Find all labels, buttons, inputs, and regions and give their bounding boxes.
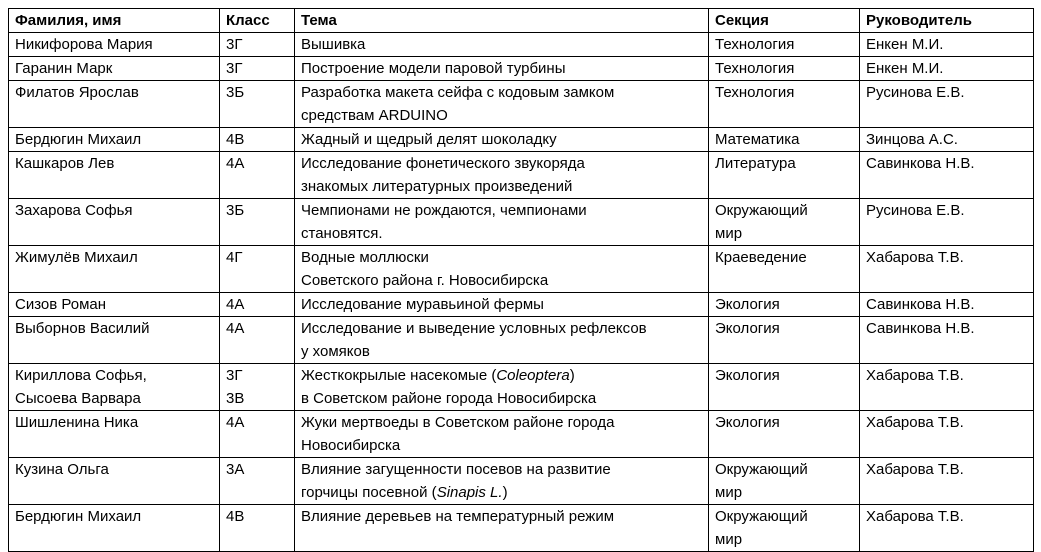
cell-name: [9, 317, 220, 364]
section-line: Литература: [715, 155, 796, 172]
cell-section: [709, 57, 860, 81]
cell-name: [9, 293, 220, 317]
table-body: [9, 33, 1034, 552]
table-row: [9, 152, 1034, 199]
cell-class: [220, 33, 295, 57]
topic-line: Исследование фонетического звукоряда: [301, 155, 585, 172]
topic-line: Разработка макета сейфа с кодовым замком: [301, 84, 615, 101]
topic-line: [301, 387, 702, 410]
cell-section: [709, 317, 860, 364]
section-line: Технология: [715, 84, 795, 101]
cell-name: [9, 199, 220, 246]
table-row: [9, 505, 1034, 552]
table-row: [9, 293, 1034, 317]
name-line: Шишленина Ника: [15, 414, 139, 431]
cell-supervisor: Хабарова Т.В.: [860, 364, 1034, 411]
cell-section: [709, 199, 860, 246]
topic-latin-text: Sinapis L.: [436, 484, 503, 501]
table-row: [9, 458, 1034, 505]
cell-topic: [295, 293, 709, 317]
class-line: 4А: [226, 155, 245, 172]
cell-name: [9, 458, 220, 505]
cell-class: [220, 57, 295, 81]
cell-supervisor: Хабарова Т.В.: [860, 246, 1034, 293]
table-row: [9, 317, 1034, 364]
class-line: 3Г: [226, 36, 243, 53]
name-line: Кашкаров Лев: [15, 155, 115, 172]
name-line: Филатов Ярослав: [15, 84, 139, 101]
table-row: [9, 81, 1034, 128]
topic-pre-text: в Советском районе города Новосибирска: [301, 390, 597, 407]
cell-section: [709, 152, 860, 199]
topic-line: Чемпионами не рождаются, чемпионами: [301, 202, 587, 219]
cell-supervisor: Хабарова Т.В.: [860, 411, 1034, 458]
cell-class: [220, 152, 295, 199]
topic-line: Жуки мертвоеды в Советском районе города: [301, 414, 615, 431]
table-row: [9, 128, 1034, 152]
class-line: 4Г: [226, 249, 243, 266]
name-line: Захарова Софья: [15, 202, 133, 219]
name-line: Сизов Роман: [15, 296, 107, 313]
cell-topic: [295, 317, 709, 364]
table-row: [9, 57, 1034, 81]
cell-topic: [295, 505, 709, 552]
cell-supervisor: Русинова Е.В.: [860, 81, 1034, 128]
cell-supervisor: Хабарова Т.В.: [860, 458, 1034, 505]
cell-section: [709, 293, 860, 317]
cell-name: [9, 364, 220, 411]
name-line: Выборнов Василий: [15, 320, 150, 337]
section-line: Окружающий: [715, 202, 808, 219]
cell-topic: [295, 57, 709, 81]
name-line: Бердюгин Михаил: [15, 131, 142, 148]
topic-pre-text: горчицы посевной (: [301, 484, 437, 501]
section-line: мир: [715, 531, 743, 548]
cell-section: [709, 81, 860, 128]
table-header-row: [9, 9, 1034, 33]
section-line: Краеведение: [715, 249, 807, 266]
name-line: Бердюгин Михаил: [15, 508, 142, 525]
cell-section: [709, 505, 860, 552]
section-line: Технология: [715, 36, 795, 53]
section-line: Технология: [715, 60, 795, 77]
cell-section: [709, 364, 860, 411]
cell-supervisor: Енкен М.И.: [860, 33, 1034, 57]
header-topic: Тема: [295, 9, 709, 33]
topic-line: [301, 364, 702, 387]
class-line: 4В: [226, 508, 245, 525]
cell-name: [9, 128, 220, 152]
topic-line: Жадный и щедрый делят шоколадку: [301, 131, 557, 148]
cell-section: [709, 458, 860, 505]
cell-section: [709, 246, 860, 293]
cell-topic: [295, 364, 709, 411]
cell-section: [709, 128, 860, 152]
name-line: Кириллова Софья,: [15, 367, 147, 384]
topic-line: [301, 481, 702, 504]
section-line: Экология: [715, 296, 780, 313]
cell-name: [9, 81, 220, 128]
topic-line: Влияние деревьев на температурный режим: [301, 508, 615, 525]
cell-section: [709, 33, 860, 57]
table-row: [9, 33, 1034, 57]
cell-topic: [295, 81, 709, 128]
cell-class: [220, 246, 295, 293]
cell-supervisor: Хабарова Т.В.: [860, 505, 1034, 552]
table-row: [9, 246, 1034, 293]
class-line: 3Б: [226, 202, 245, 219]
topic-line: Вышивка: [301, 36, 366, 53]
section-line: Окружающий: [715, 508, 808, 525]
cell-topic: [295, 246, 709, 293]
topic-line: средствам ARDUINO: [301, 107, 448, 124]
cell-class: [220, 317, 295, 364]
cell-supervisor: Савинкова Н.В.: [860, 152, 1034, 199]
cell-section: [709, 411, 860, 458]
class-line: 4А: [226, 414, 245, 431]
topic-line: у хомяков: [301, 343, 370, 360]
cell-topic: [295, 33, 709, 57]
topic-line: Исследование и выведение условных рефлексов: [301, 320, 647, 337]
cell-supervisor: Савинкова Н.В.: [860, 293, 1034, 317]
name-line: Никифорова Мария: [15, 36, 153, 53]
cell-class: [220, 199, 295, 246]
cell-topic: [295, 458, 709, 505]
cell-supervisor: Зинцова А.С.: [860, 128, 1034, 152]
cell-supervisor: Енкен М.И.: [860, 57, 1034, 81]
cell-class: [220, 411, 295, 458]
topic-latin-text: Coleoptera: [496, 367, 570, 384]
table-row: [9, 411, 1034, 458]
topic-line: Построение модели паровой турбины: [301, 60, 566, 77]
topic-line: Водные моллюски: [301, 249, 429, 266]
topic-post-text: ): [502, 484, 508, 501]
name-line: Кузина Ольга: [15, 461, 109, 478]
table-row: [9, 199, 1034, 246]
topic-line: Советского района г. Новосибирска: [301, 272, 549, 289]
section-line: Экология: [715, 367, 780, 384]
cell-name: [9, 411, 220, 458]
header-class: Класс: [220, 9, 295, 33]
header-name: Фамилия, имя: [9, 9, 220, 33]
section-line: мир: [715, 225, 743, 242]
section-line: Экология: [715, 320, 780, 337]
header-section: Секция: [709, 9, 860, 33]
class-line: 3Г: [226, 60, 243, 77]
cell-topic: [295, 411, 709, 458]
cell-name: [9, 152, 220, 199]
topic-post-text: ): [569, 367, 575, 384]
cell-name: [9, 33, 220, 57]
section-line: Экология: [715, 414, 780, 431]
name-line: Жимулёв Михаил: [15, 249, 138, 266]
document-page: [8, 8, 1034, 552]
header-supervisor: Руководитель: [860, 9, 1034, 33]
cell-class: [220, 505, 295, 552]
cell-supervisor: Русинова Е.В.: [860, 199, 1034, 246]
name-line: Гаранин Марк: [15, 60, 113, 77]
class-line: 3В: [226, 390, 245, 407]
name-line: Сысоева Варвара: [15, 390, 141, 407]
cell-topic: [295, 152, 709, 199]
cell-name: [9, 57, 220, 81]
topic-line: становятся.: [301, 225, 383, 242]
topic-line: Исследование муравьиной фермы: [301, 296, 544, 313]
table-row: [9, 364, 1034, 411]
topic-line: [301, 458, 702, 481]
class-line: 3Г: [226, 367, 243, 384]
section-line: Окружающий: [715, 461, 808, 478]
class-line: 3Б: [226, 84, 245, 101]
cell-topic: [295, 128, 709, 152]
cell-class: [220, 293, 295, 317]
cell-class: [220, 458, 295, 505]
class-line: 4А: [226, 296, 245, 313]
cell-name: [9, 246, 220, 293]
participants-table: [8, 8, 1034, 552]
topic-pre-text: Влияние загущенности посевов на развитие: [301, 461, 611, 478]
cell-class: [220, 128, 295, 152]
section-line: Математика: [715, 131, 800, 148]
cell-name: [9, 505, 220, 552]
section-line: мир: [715, 484, 743, 501]
class-line: 3А: [226, 461, 245, 478]
topic-line: Новосибирска: [301, 437, 401, 454]
topic-pre-text: Жесткокрылые насекомые (: [301, 367, 497, 384]
cell-supervisor: Савинкова Н.В.: [860, 317, 1034, 364]
cell-topic: [295, 199, 709, 246]
cell-class: [220, 81, 295, 128]
class-line: 4В: [226, 131, 245, 148]
cell-class: [220, 364, 295, 411]
topic-line: знакомых литературных произведений: [301, 178, 573, 195]
class-line: 4А: [226, 320, 245, 337]
